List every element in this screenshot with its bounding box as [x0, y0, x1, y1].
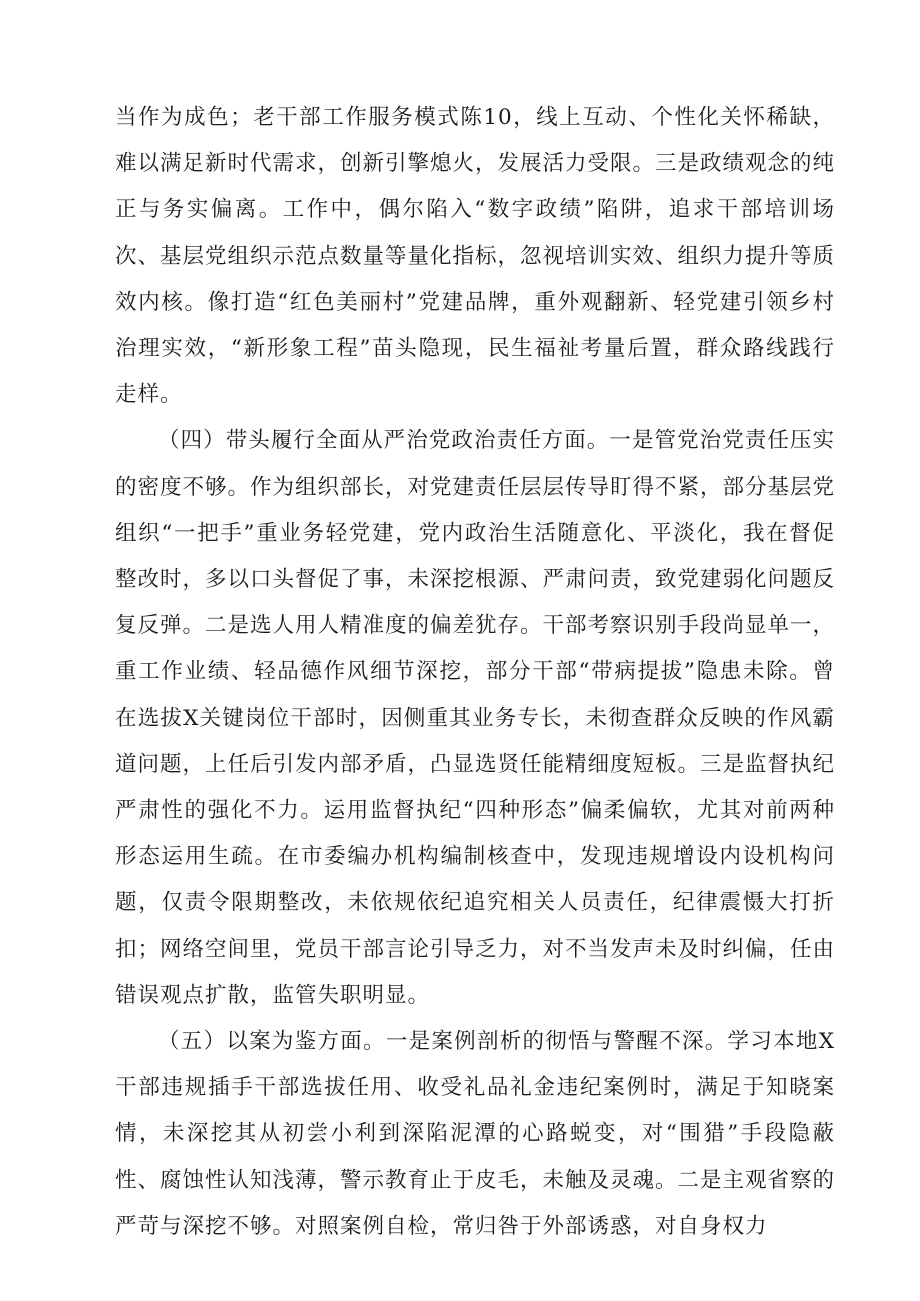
document-body [115, 95, 835, 1250]
paragraph-section-4: （四）带头履行全面从严治党政治责任方面。一是管党治党责任压实的密度不够。作为组织部长，对党建责任层层传导盯得不紧，部分基层党组织“一把手”重业务轻党建，党内政治生活随意化、平淡化，我在督促整改时，多以口头督促了事，未深挖根源、严肃问责，致党建弱化问题反复反弹。二是选人用人精准度的偏差犹存。干部考察识别手段尚显单一，重工作业绩、轻品德作风细节深挖，部分干部“带病提拔”隐患未除。曾在选拔X关键岗位干部时，因侧重其业务专长，未彻查群众反映的作风霸道问题，上任后引发内部矛盾，凸显选贤任能精细度短板。三是监督执纪严肃性的强化不力。运用监督执纪“四种形态”偏柔偏软，尤其对前两种形态运用生疏。在市委编办机构编制核查中，发现违规增设内设机构问题，仅责令限期整改，未依规依纪追究相关人员责任，纪律震慑大打折扣；网络空间里，党员干部言论引导乏力，对不当发声未及时纠偏，任由错误观点扩散，监管失职明显。 [115, 428, 836, 1008]
paragraph-continuation: 当作为成色；老干部工作服务模式陈10，线上互动、个性化关怀稀缺，难以满足新时代需求，创新引擎熄火，发展活力受限。三是政绩观念的纯正与务实偏离。工作中，偶尔陷入“数字政绩”陷阱，追求干部培训场次、基层党组织示范点数量等量化指标，忽视培训实效、组织力提升等质效内核。像打造“红色美丽村”党建品牌，重外观翻新、轻党建引领乡村治理实效，“新形象工程”苗头隐现，民生福祉考量后置，群众路线践行走样。 [115, 105, 836, 408]
paragraph-section-5: （五）以案为鉴方面。一是案例剖析的彻悟与警醒不深。学习本地X干部违规插手干部选拔任用、收受礼品礼金违纪案例时，满足于知晓案情，未深挖其从初尝小利到深陷泥潭的心路蜕变，对“围猎”手段隐蔽性、腐蚀性认知浅薄，警示教育止于皮毛，未触及灵魂。二是主观省察的严苛与深挖不够。对照案例自检，常归咎于外部诱惑，对自身权力 [115, 1029, 836, 1239]
